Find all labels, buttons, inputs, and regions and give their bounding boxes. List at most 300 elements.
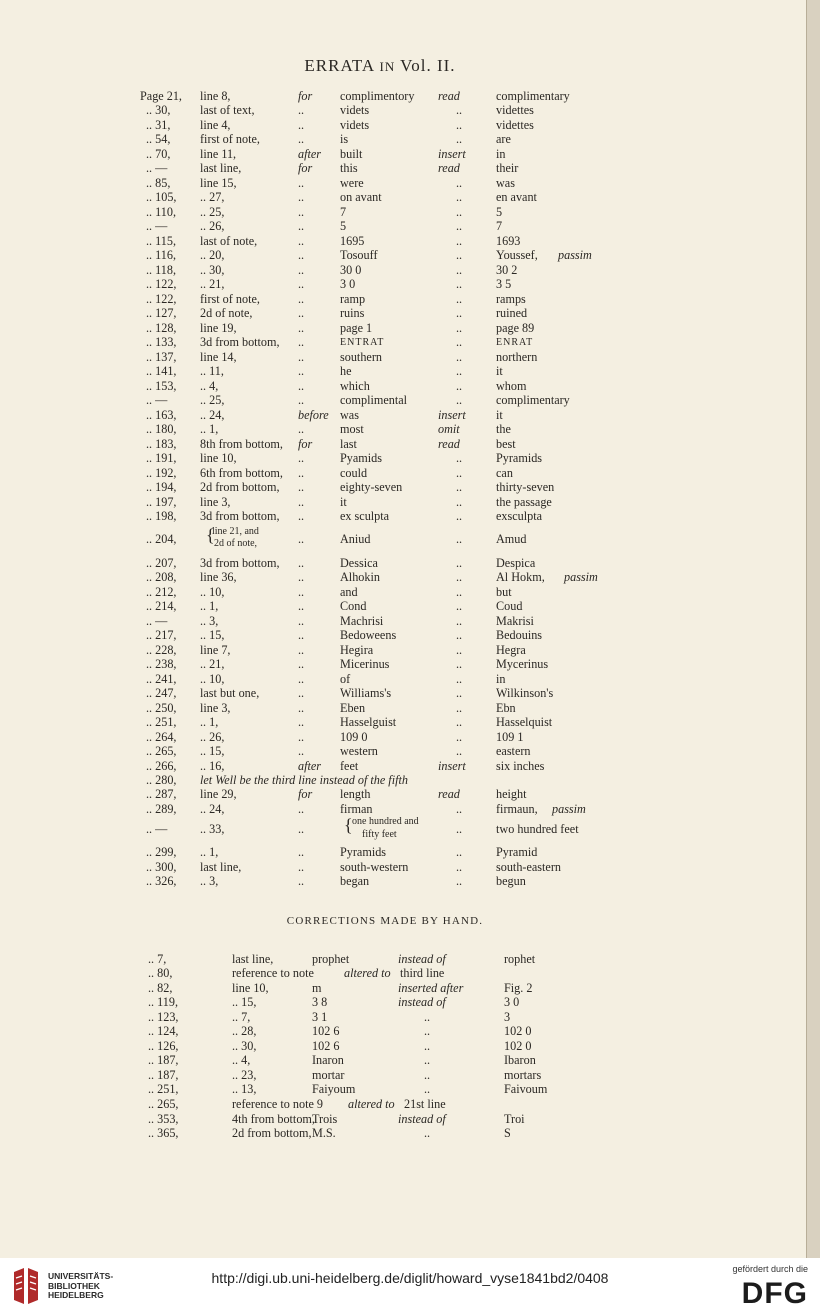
erroneous-text: M.S. [312,1126,336,1140]
corrected-text: the passage [496,495,552,509]
instruction: .. [298,730,305,744]
page-ref: .. 299, [146,845,177,859]
university-library-name: UNIVERSITÄTS- BIBLIOTHEK HEIDELBERG [48,1271,114,1300]
page-ref: .. 7, [148,952,167,966]
page-ref: .. — [146,219,168,233]
erroneous-text: 102 6 [312,1039,340,1053]
separator: .. [424,1010,431,1024]
line-position: line 14, [200,350,237,364]
corrected-text: Troi [504,1112,525,1126]
errata-row [0,422,806,437]
separator: .. [456,701,463,715]
dfg-funding-label: gefördert durch die [732,1264,808,1274]
correction-row [0,1010,806,1025]
line-position: 4th from bottom, [232,1112,315,1126]
errata-row [0,614,806,629]
errata-row [0,525,806,549]
separator: .. [424,1053,431,1067]
line-position: .. 4, [232,1053,251,1067]
page-ref: .. 228, [146,643,177,657]
line-position: .. 1, [200,715,219,729]
line-position: .. 23, [232,1068,257,1082]
page-ref: .. 265, [146,744,177,758]
correction-row [0,1097,806,1112]
instruction: .. [298,715,305,729]
page-ref: .. 198, [146,509,177,523]
separator: .. [456,205,463,219]
passim-note: passim [552,802,586,816]
instruction: .. [298,532,305,546]
erroneous-text: most [340,422,364,436]
corrected-text: Hasselquist [496,715,553,729]
erroneous-text: prophet [312,952,350,966]
line-position: .. 15, [232,995,257,1009]
errata-row [0,219,806,234]
page-ref: .. 183, [146,437,177,451]
line-position: .. 3, [200,874,219,888]
instruction: .. [298,672,305,686]
instruction: .. [298,350,305,364]
erroneous-text: Williams's [340,686,392,700]
line-position: 3d from bottom, [200,335,280,349]
separator: .. [424,1126,431,1140]
separator: .. [424,1068,431,1082]
erroneous-text: Machrisi [340,614,384,628]
correction-row [0,1024,806,1039]
dfg-logo: DFG [741,1277,808,1310]
errata-row [0,773,806,788]
page-ref: .. — [146,614,168,628]
instruction: .. [298,364,305,378]
corrected-text: Amud [496,532,527,546]
corrected-text: it [496,408,503,422]
line-position: .. 21, [200,657,225,671]
errata-row [0,874,806,889]
corrected-text: best [496,437,516,451]
separator: .. [456,715,463,729]
separator: .. [456,509,463,523]
errata-row [0,306,806,321]
instruction: .. [298,118,305,132]
separator: .. [456,393,463,407]
page-ref: .. 70, [146,147,171,161]
page-ref: .. 238, [146,657,177,671]
line-position: .. 26, [200,219,225,233]
instruction: .. [298,466,305,480]
correction-row [0,1082,806,1097]
correction-row [0,952,806,967]
corrected-text: eastern [496,744,531,758]
page-ref: .. 300, [146,860,177,874]
separator: .. [456,672,463,686]
instruction: .. [298,321,305,335]
line-position: 2d of note, [214,538,258,549]
page-ref: .. 115, [146,234,177,248]
instruction: .. [298,570,305,584]
line-position: line 15, [200,176,237,190]
separator: .. [456,118,463,132]
line-position: 2d of note, [200,306,253,320]
page-ref: .. 128, [146,321,177,335]
source-url-link[interactable]: http://digi.ub.uni-heidelberg.de/diglit/howard_vyse1841bd2/0408 [211,1270,609,1286]
errata-row [0,599,806,614]
instruction: .. [298,599,305,613]
erroneous-text: 102 6 [312,1024,340,1038]
erroneous-text: videts [340,103,370,117]
errata-row [0,364,806,379]
errata-row [0,263,806,278]
corrected-text: in [496,147,506,161]
errata-row [0,643,806,658]
line-position: last line, [232,952,274,966]
corrected-text: ramps [496,292,526,306]
page-ref: .. 126, [148,1039,179,1053]
separator: .. [456,657,463,671]
line-position: line 3, [200,495,231,509]
page-ref: .. 187, [148,1053,179,1067]
page-ref: .. 80, [148,966,173,980]
errata-row [0,393,806,408]
line-position: 2d from bottom, [200,480,280,494]
corrected-text: rophet [504,952,536,966]
corrected-text: Fig. 2 [504,981,533,995]
corrected-text: Faivoum [504,1082,548,1096]
page-ref: .. 241, [146,672,177,686]
page-ref: .. 119, [148,995,179,1009]
corrected-text: 3 0 [504,995,520,1009]
erroneous-text: this [340,161,358,175]
instruction: .. [298,205,305,219]
separator: .. [456,730,463,744]
corrected-text: Ebn [496,701,516,715]
page-ref: .. 217, [146,628,177,642]
instruction: .. [298,585,305,599]
separator: .. [456,480,463,494]
line-position: .. 20, [200,248,225,262]
errata-row [0,815,806,840]
errata-row [0,248,806,263]
erroneous-text: Dessica [340,556,378,570]
instruction: .. [298,657,305,671]
corrected-text: Makrisi [496,614,534,628]
separator: .. [456,364,463,378]
corrected-text: Pyramids [496,451,543,465]
corrections-heading: CORRECTIONS MADE BY HAND. [286,915,484,927]
corrected-text: S [504,1126,511,1140]
viewer-footer [0,1258,820,1316]
corrected-text: 1693 [496,234,521,248]
erroneous-text: Eben [340,701,366,715]
erroneous-text: complimental [340,393,408,407]
erroneous-text: he [340,364,352,378]
corrected-text: are [496,132,511,146]
instruction: .. [298,643,305,657]
title-vol: Vol. II. [400,56,456,75]
instruction: .. [298,335,305,349]
page-ref: .. 212, [146,585,177,599]
instruction: for [298,437,313,451]
errata-row [0,190,806,205]
instruction: .. [298,176,305,190]
erroneous-text: Micerinus [340,657,390,671]
corrected-text: six inches [496,759,545,773]
erroneous-text: Inaron [312,1053,344,1067]
line-position: .. 33, [200,822,225,836]
passim-note: passim [564,570,598,584]
page-ref: .. 191, [146,451,177,465]
instruction: .. [298,860,305,874]
errata-row [0,802,806,817]
errata-row [0,89,806,104]
line-position: .. 10, [200,585,225,599]
errata-row [0,672,806,687]
separator: instead of [398,952,446,966]
corrected-text: whom [496,379,527,393]
errata-row [0,759,806,774]
separator: .. [456,532,463,546]
instruction: .. [298,103,305,117]
line-note: reference to note 9 [232,1097,324,1111]
erroneous-text: Hasselguist [340,715,397,729]
instruction: .. [298,219,305,233]
page-ref: .. 326, [146,874,177,888]
instruction: .. [298,822,305,836]
page-ref: .. 118, [146,263,177,277]
separator: .. [456,132,463,146]
correction-row [0,1112,806,1127]
page-ref: .. 116, [146,248,177,262]
instruction: before [298,408,329,422]
errata-row [0,466,806,481]
corrected-text: firmaun, [496,802,538,816]
page-ref: .. 365, [148,1126,179,1140]
corrected-text: videttes [496,118,534,132]
instruction: .. [298,393,305,407]
corrected-text: the [496,422,511,436]
title-small: IN [379,59,396,74]
separator: .. [456,292,463,306]
corrected-text: in [496,672,506,686]
instruction: .. [298,845,305,859]
corrected-text: Pyramid [496,845,538,859]
instruction: .. [298,701,305,715]
instruction: .. [298,248,305,262]
line-position: line 29, [200,787,237,801]
corrected-text: mortars [504,1068,542,1082]
page-ref: .. 251, [148,1082,179,1096]
page-ref: .. 197, [146,495,177,509]
corrected-text: 5 [496,205,503,219]
correction-row [0,1053,806,1068]
corrected-text: 102 0 [504,1024,532,1038]
line-position: .. 24, [200,408,225,422]
errata-row [0,350,806,365]
separator: .. [456,860,463,874]
corrected-text: 7 [496,219,503,233]
line-position: .. 15, [200,744,225,758]
instruction: .. [298,277,305,291]
erroneous-text: and [340,585,358,599]
errata-row [0,570,806,585]
erroneous-text: Bedoweens [340,628,397,642]
page-ref: .. 287, [146,787,177,801]
line-position: .. 28, [232,1024,257,1038]
separator: instead of [398,1112,446,1126]
erroneous-text: is [340,132,349,146]
line-position: first of note, [200,292,260,306]
instruction: .. [298,234,305,248]
line-position: .. 1, [200,845,219,859]
line-position: .. 3, [200,614,219,628]
erroneous-text: Tosouff [340,248,378,262]
line-position: last line, [200,860,242,874]
errata-row [0,451,806,466]
erroneous-text: of [340,672,351,686]
corrected-text: page 89 [496,321,535,335]
erroneous-text: which [340,379,370,393]
instruction: .. [298,190,305,204]
errata-row [0,103,806,118]
corrected-text: 102 0 [504,1039,532,1053]
corrected-text: ENRAT [496,337,534,348]
errata-row [0,292,806,307]
instruction: .. [298,306,305,320]
page-ref: .. 180, [146,422,177,436]
separator: inserted after [398,981,464,995]
corrected-text: 3 5 [496,277,512,291]
instruction: .. [298,509,305,523]
erroneous-text: Cond [340,599,367,613]
erroneous-text: 30 0 [340,263,362,277]
errata-row [0,161,806,176]
line-position: line 36, [200,570,237,584]
errata-row [0,657,806,672]
erroneous-text: last [340,437,357,451]
separator: .. [424,1082,431,1096]
line-position: .. 21, [200,277,225,291]
separator: insert [438,408,466,422]
errata-row [0,147,806,162]
line-position: 6th from bottom, [200,466,283,480]
page-ref: .. 251, [146,715,177,729]
page-ref: .. 264, [146,730,177,744]
corrected-text: Despica [496,556,536,570]
instruction: .. [298,422,305,436]
page-ref: .. 110, [146,205,177,219]
page-ref: .. 265, [148,1097,179,1111]
corrected-text: 30 2 [496,263,518,277]
erroneous-text: western [340,744,378,758]
separator: .. [456,643,463,657]
instruction: after [298,147,322,161]
separator: .. [456,234,463,248]
erroneous-text: length [340,787,371,801]
separator: .. [456,306,463,320]
erroneous-text: ex sculpta [340,509,390,523]
instruction: for [298,787,313,801]
corrected-text: Ibaron [504,1053,536,1067]
erroneous-text: one hundred and [352,816,419,827]
corrected-text: en avant [496,190,537,204]
erroneous-text: Aniud [340,532,371,546]
errata-row [0,715,806,730]
corrected-text: can [496,466,513,480]
corrected-text: their [496,161,519,175]
instruction: .. [298,628,305,642]
errata-row [0,205,806,220]
page-ref: .. 137, [146,350,177,364]
page-ref: .. 153, [146,379,177,393]
erroneous-text: 3 8 [312,995,328,1009]
line-position: first of note, [200,132,260,146]
correction-row [0,995,806,1010]
page-ref: .. 105, [146,190,177,204]
corrected-text: was [496,176,515,190]
corrected-text: complimentary [496,89,570,103]
page-ref: .. 204, [146,532,177,546]
line-note-italic: altered to [344,966,391,980]
corrected-text: 109 1 [496,730,524,744]
erroneous-text: eighty-seven [340,480,403,494]
separator: read [438,89,460,103]
line-position: .. 27, [200,190,225,204]
line-position: .. 7, [232,1010,251,1024]
errata-row [0,277,806,292]
line-note-end: third line [400,966,445,980]
page-ref: .. 214, [146,599,177,613]
page-ref: .. 266, [146,759,177,773]
errata-row [0,744,806,759]
corrected-text: Youssef, [496,248,538,262]
erroneous-text: 3 1 [312,1010,328,1024]
corrected-text: complimentary [496,393,570,407]
errata-row [0,845,806,860]
separator: .. [456,802,463,816]
erroneous-text: Hegira [340,643,374,657]
erroneous-text: on avant [340,190,382,204]
line-position: .. 16, [200,759,225,773]
line-note: let Well be the third line instead of the fifth [200,773,408,787]
separator: .. [456,495,463,509]
line-position: .. 25, [200,205,225,219]
brace-glyph: { [344,815,353,835]
separator: .. [456,219,463,233]
title-main: ERRATA [304,56,375,75]
separator: .. [456,321,463,335]
erroneous-text: could [340,466,368,480]
erroneous-text: ENTRAT [340,337,385,348]
line-position: .. 11, [200,364,224,378]
line-position: .. 13, [232,1082,257,1096]
corrected-text: thirty-seven [496,480,555,494]
separator: .. [456,614,463,628]
separator: .. [424,1039,431,1053]
separator: .. [456,585,463,599]
corrected-text: videttes [496,103,534,117]
separator: .. [456,628,463,642]
erroneous-text: 5 [340,219,347,233]
errata-row [0,480,806,495]
errata-row [0,335,806,350]
page-ref: Page 21, [140,89,182,103]
erroneous-text: was [340,408,359,422]
erroneous-text: 1695 [340,234,365,248]
instruction: .. [298,744,305,758]
corrected-text: height [496,787,527,801]
separator: insert [438,759,466,773]
line-position: .. 15, [200,628,225,642]
line-position: line 19, [200,321,237,335]
